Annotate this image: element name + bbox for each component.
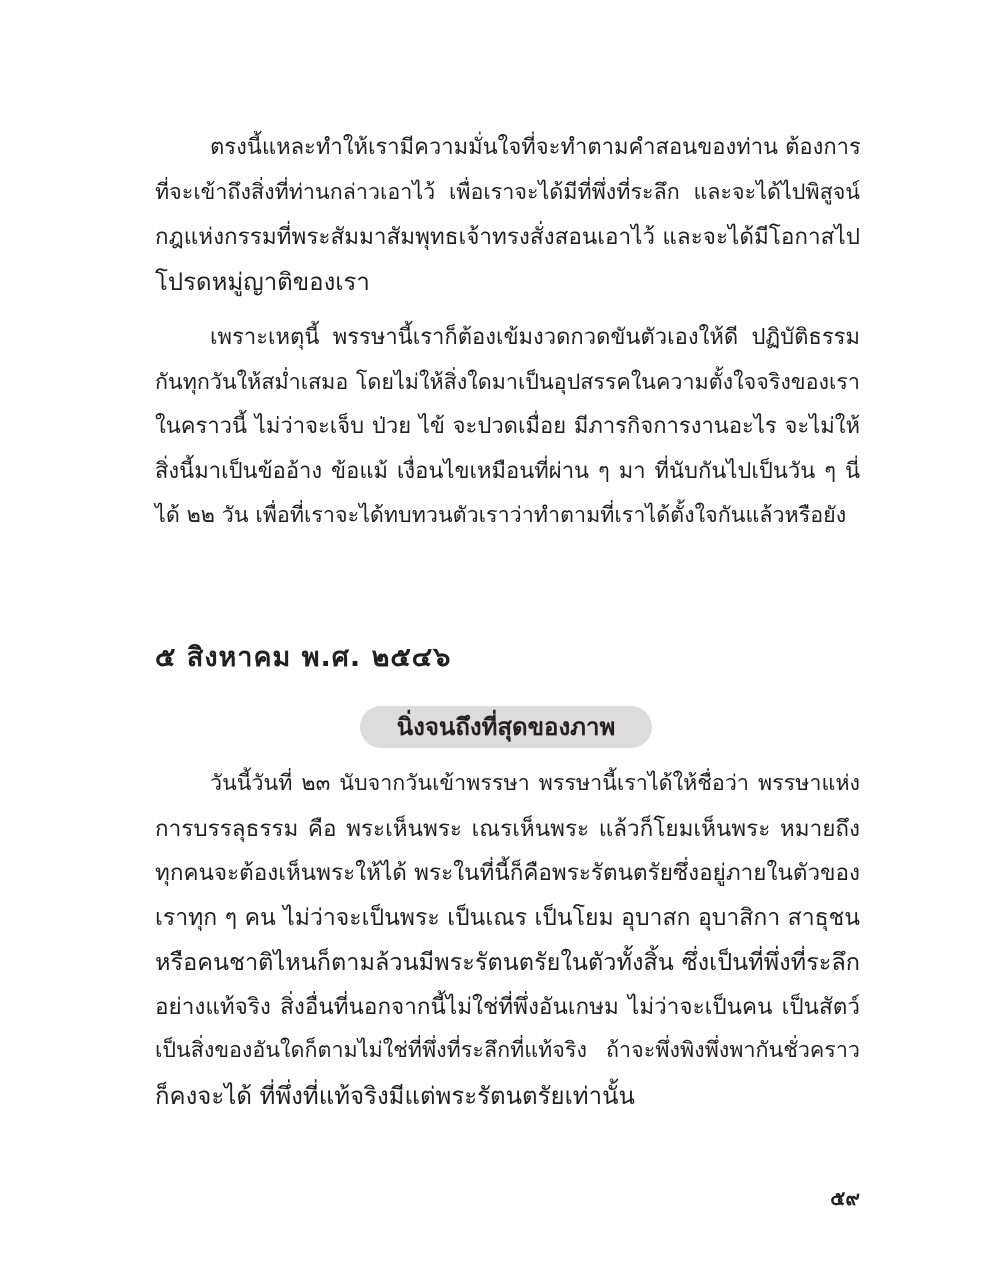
page-number: ๕๙ bbox=[830, 1186, 860, 1210]
paragraph-3 bbox=[155, 762, 860, 1118]
paragraph-3-line: ทุกคนจะต้องเห็นพระให้ได้ พระในที่นี้ก็คือพระรัตนตรัยซึ่งอยู่ภายในตัวของ bbox=[155, 860, 860, 886]
paragraph-1-line: ตรงนี้แหละทำให้เรามีความมั่นใจที่จะทำตามคำสอนของท่าน ต้องการ bbox=[210, 135, 861, 160]
paragraph-2-line: สิ่งนี้มาเป็นข้ออ้าง ข้อแม้ เงื่อนไขเหมือนที่ผ่าน ๆ มา ที่นับกันไปเป็นวัน ๆ นี่ bbox=[155, 458, 860, 484]
paragraph-1 bbox=[155, 126, 860, 304]
paragraph-2-line: ได้ ๒๒ วัน เพื่อที่เราจะได้ทบทวนตัวเราว่าทำตามที่เราได้ตั้งใจกันแล้วหรือยัง bbox=[155, 503, 847, 528]
paragraph-2 bbox=[155, 316, 860, 539]
paragraph-3-line: เป็นสิ่งของอันใดก็ตามไม่ใช่ที่พึ่งที่ระลึกที่แท้จริง ถ้าจะพึ่งพิงพึ่งพากันชั่วคราว bbox=[155, 1038, 860, 1063]
paragraph-3-line: วันนี้วันที่ ๒๓ นับจากวันเข้าพรรษา พรรษานี้เราได้ให้ชื่อว่า พรรษาแห่ง bbox=[210, 771, 860, 796]
paragraph-2-line: กันทุกวันให้สม่ำเสมอ โดยไม่ให้สิ่งใดมาเป็นอุปสรรคในความตั้งใจจริงของเรา bbox=[155, 369, 860, 395]
paragraph-1-line: โปรดหมู่ญาติของเรา bbox=[155, 267, 370, 296]
paragraph-1-line: ที่จะเข้าถึงสิ่งที่ท่านกล่าวเอาไว้ เพื่อเราจะได้มีที่พึ่งที่ระลึก และจะได้ไปพิสูจน์ bbox=[155, 179, 860, 205]
paragraph-2-line: เพราะเหตุนี้ พรรษานี้เราก็ต้องเข้มงวดกวดขันตัวเองให้ดี ปฏิบัติธรรม bbox=[210, 325, 860, 350]
date-heading: ๕ สิงหาคม พ.ศ. ๒๕๔๖ bbox=[155, 642, 452, 673]
section-title: นิ่งจนถึงที่สุดของภาพ bbox=[360, 706, 652, 748]
paragraph-3-line: ก็คงจะได้ ที่พึ่งที่แท้จริงมีแต่พระรัตนตรัยเท่านั้น bbox=[155, 1081, 635, 1110]
paragraph-3-line: การบรรลุธรรม คือ พระเห็นพระ เณรเห็นพระ แล้วก็โยมเห็นพระ หมายถึง bbox=[155, 815, 860, 842]
paragraph-1-line: กฎแห่งกรรมที่พระสัมมาสัมพุทธเจ้าทรงสั่งสอนเอาไว้ และจะได้มีโอกาสไป bbox=[155, 224, 860, 250]
paragraph-2-line: ในคราวนี้ ไม่ว่าจะเจ็บ ป่วย ไข้ จะปวดเมื่อย มีภารกิจการงานอะไร จะไม่ให้ bbox=[155, 414, 860, 439]
paragraph-3-line: หรือคนชาติไหนก็ตามล้วนมีพระรัตนตรัยในตัวทั้งสิ้น ซึ่งเป็นที่พึ่งที่ระลึก bbox=[155, 948, 860, 976]
paragraph-3-line: เราทุก ๆ คน ไม่ว่าจะเป็นพระ เป็นเณร เป็นโยม อุบาสก อุบาสิกา สาธุชน bbox=[155, 904, 860, 931]
paragraph-3-line: อย่างแท้จริง สิ่งอื่นที่นอกจากนี้ไม่ใช่ที่พึ่งอันเกษม ไม่ว่าจะเป็นคน เป็นสัตว์ bbox=[155, 993, 860, 1020]
